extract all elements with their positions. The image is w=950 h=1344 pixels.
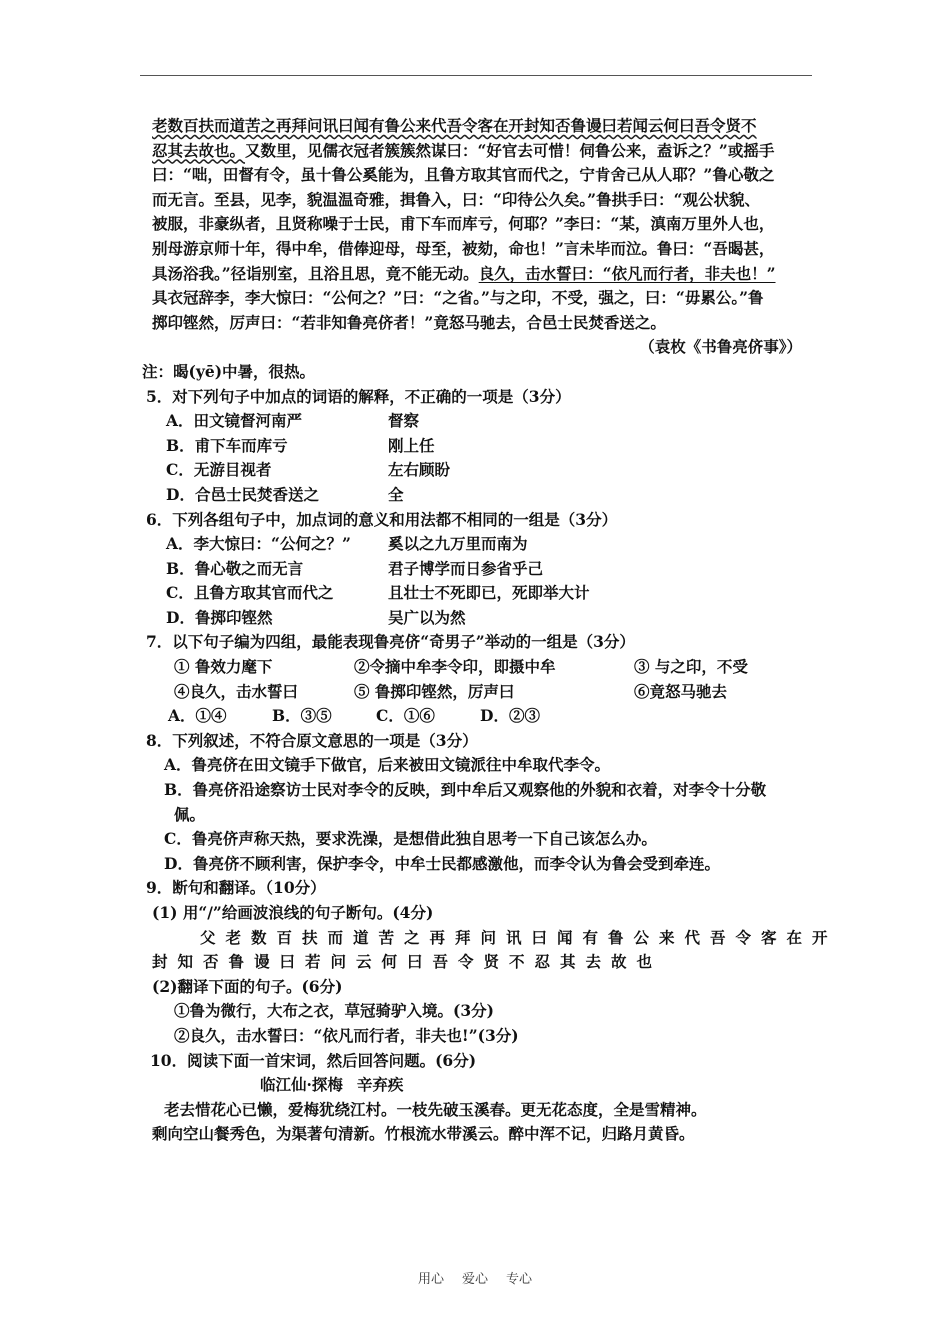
punctuation-sentence: 封知否鲁谩曰若问云何曰吾令贤不忍其去故也: [152, 952, 663, 972]
option-row: [152, 581, 802, 606]
page-footer: [0, 1268, 950, 1287]
option-row: [152, 483, 802, 508]
passage: [152, 114, 802, 360]
option-row: [152, 434, 802, 459]
sub-question-1: (1) 用“/”给画波浪线的句子断句。(4分): [152, 903, 434, 922]
sentence-item: ⑥竟怒马驰去: [634, 681, 728, 701]
footer-word: 用心: [417, 1272, 444, 1287]
question-stem: 9．断句和翻译。（10分）: [146, 878, 326, 898]
choice-row: [152, 704, 802, 729]
passage-text: 又数里，见儒衣冠者簇簇然谋曰：“好官去可惜！伺鲁公来，盍诉之？”或摇手: [245, 140, 775, 160]
sentence-row: [152, 655, 802, 680]
translate-sentence: ②良久，击水誓曰：“依凡而行者，非夫也!”(3分): [174, 1025, 519, 1045]
question-6: [146, 508, 802, 631]
option-d: D．鲁亮侪不顾利害，保护李令，中牟士民都感激他，而李令认为鲁会受到牵连。: [164, 853, 720, 873]
passage-line: 具衣冠辞李，李大惊曰：“公何之？”曰：“之省。”与之印，不受，强之，曰：“毋累公。”鲁: [152, 288, 764, 308]
sentence-row: [152, 680, 802, 705]
passage-source: （袁枚《书鲁亮侪事》）: [639, 337, 802, 357]
option-meaning: 左右顾盼: [388, 460, 451, 480]
option-text: C．无游目视者: [166, 460, 272, 480]
option-text: C．且鲁方取其官而代之: [166, 583, 334, 603]
choice: C．①⑥: [376, 706, 435, 726]
question-10: [152, 1049, 802, 1147]
option-b-continued: 佩。: [174, 804, 206, 824]
question-stem: 6．下列各组句子中，加点词的意义和用法都不相同的一组是（3分）: [146, 509, 618, 529]
sentence-item: ① 鲁效力麾下: [174, 657, 273, 677]
option-text: B．鲁心敬之而无言: [166, 558, 304, 578]
question-5: [146, 385, 802, 508]
option-compare: 君子博学而日参省乎己: [388, 558, 544, 578]
question-7: [146, 630, 802, 728]
sentence-item: ③ 与之印，不受: [634, 657, 748, 677]
option-row: [152, 458, 802, 483]
sentence-item: ⑤ 鲁掷印铿然，厉声曰: [354, 681, 515, 701]
passage-line: 掷印铿然，厉声曰：“若非知鲁亮侪者！”竟怒马驰去，合邑士民焚香送之。: [152, 312, 666, 332]
question-stem: 8．下列叙述，不符合原文意思的一项是（3分）: [146, 730, 478, 750]
question-stem: 10．阅读下面一首宋词，然后回答问题。(6分): [150, 1050, 477, 1070]
header-rule: [140, 75, 812, 76]
wavy-segment: 忍其去故也。: [152, 140, 246, 160]
choice: D．②③: [480, 706, 540, 726]
passage-line: 而无言。至县，见李，貌温温奇雅，揖鲁入，曰：“印待公久矣。”鲁拱手曰：“观公状貌、: [152, 189, 760, 209]
sub-question-2: (2)翻译下面的句子。(6分): [152, 976, 343, 996]
option-meaning: 刚上任: [388, 435, 435, 455]
note: 注：暍(yē)中暑，很热。: [142, 361, 316, 381]
option-row: [152, 532, 802, 557]
sentence-item: ④良久，击水誓曰: [174, 681, 299, 701]
poem-line: 剩向空山餐秀色，为渠著句清新。竹根流水带溪云。醉中浑不记，归路月黄昏。: [152, 1124, 695, 1144]
choice: A．①④: [168, 706, 227, 726]
option-a: A．鲁亮侪在田文镜手下做官，后来被田文镜派往中牟取代李令。: [164, 755, 611, 775]
punctuation-sentence: 父老数百扶而道苦之再拜问讯曰闻有鲁公来代吾令客在开: [200, 927, 838, 947]
option-text: B．甫下车而库亏: [166, 435, 288, 455]
option-text: D．鲁掷印铿然: [166, 607, 273, 627]
choice: B．③⑤: [272, 706, 332, 726]
poem-line: 老去惜花心已懒，爱梅犹绕江村。一枝先破玉溪春。更无花态度，全是雪精神。: [164, 1099, 707, 1119]
passage-line: 老数百扶而道苦之再拜问讯曰闻有鲁公来代吾令客在开封知否鲁谩曰若闻云何曰吾令贤不: [152, 116, 757, 135]
option-c: C．鲁亮侪声称天热，要求洗澡，是想借此独自思考一下自己该怎么办。: [164, 829, 657, 849]
question-8: [146, 729, 802, 877]
question-9: [146, 876, 838, 1048]
option-text: A．田文镜督河南严: [166, 411, 303, 431]
translate-sentence: ①鲁为微行，大布之衣，草冠骑驴入境。(3分): [174, 1001, 494, 1021]
poem-author: 辛弃疾: [356, 1075, 404, 1095]
option-compare: 奚以之九万里而南为: [388, 534, 528, 554]
passage-line: [152, 139, 802, 164]
question-stem: 5．对下列句子中加点的词语的解释，不正确的一项是（3分）: [146, 386, 571, 406]
footer-word: 专心: [506, 1272, 533, 1287]
sentence-item: ②令摘中牟李令印，即摄中牟: [354, 657, 556, 677]
option-meaning: 全: [388, 484, 404, 504]
underlined-sentence: 良久，击水誓曰：“依凡而行者，非夫也！”: [478, 263, 776, 283]
footer-word: 爱心: [461, 1272, 488, 1287]
option-meaning: 督察: [388, 411, 420, 431]
passage-line: 曰：“咄，田督有令，虽十鲁公奚能为，且鲁方取其官而代之，宁肯舍己从人耶？”鲁心敬之: [152, 165, 775, 185]
option-compare: 且壮士不死即已，死即举大计: [388, 583, 590, 603]
option-row: [152, 606, 802, 631]
option-b: B．鲁亮侪沿途察访士民对李令的反映，到中牟后又观察他的外貌和衣着，对李令十分敬: [164, 780, 767, 800]
option-text: A．李大惊曰：“公何之？”: [166, 534, 351, 554]
poem-heading: [152, 1073, 802, 1098]
passage-text: 具汤浴我。”径诣别室，且浴且思，竟不能无动。: [152, 263, 479, 283]
option-text: D．合邑士民焚香送之: [166, 484, 319, 504]
document-body: [142, 114, 838, 1147]
passage-line: [152, 262, 802, 287]
option-row: [152, 409, 802, 434]
option-row: [152, 557, 802, 582]
question-stem: 7．以下句子编为四组，最能表现鲁亮侪“奇男子”举动的一组是（3分）: [146, 632, 635, 652]
passage-line: 别母游京师十年，得中牟，借俸迎母，母至，被劾，命也！”言未毕而泣。鲁曰：“吾暍甚，: [152, 238, 775, 258]
option-compare: 吴广以为然: [388, 607, 466, 627]
passage-line: 被服，非豪纵者，且贤称噪于士民，甫下车而库亏，何耶？”李曰：“某，滇南万里外人也，: [152, 214, 775, 234]
poem-title: 临江仙·探梅: [260, 1075, 343, 1095]
